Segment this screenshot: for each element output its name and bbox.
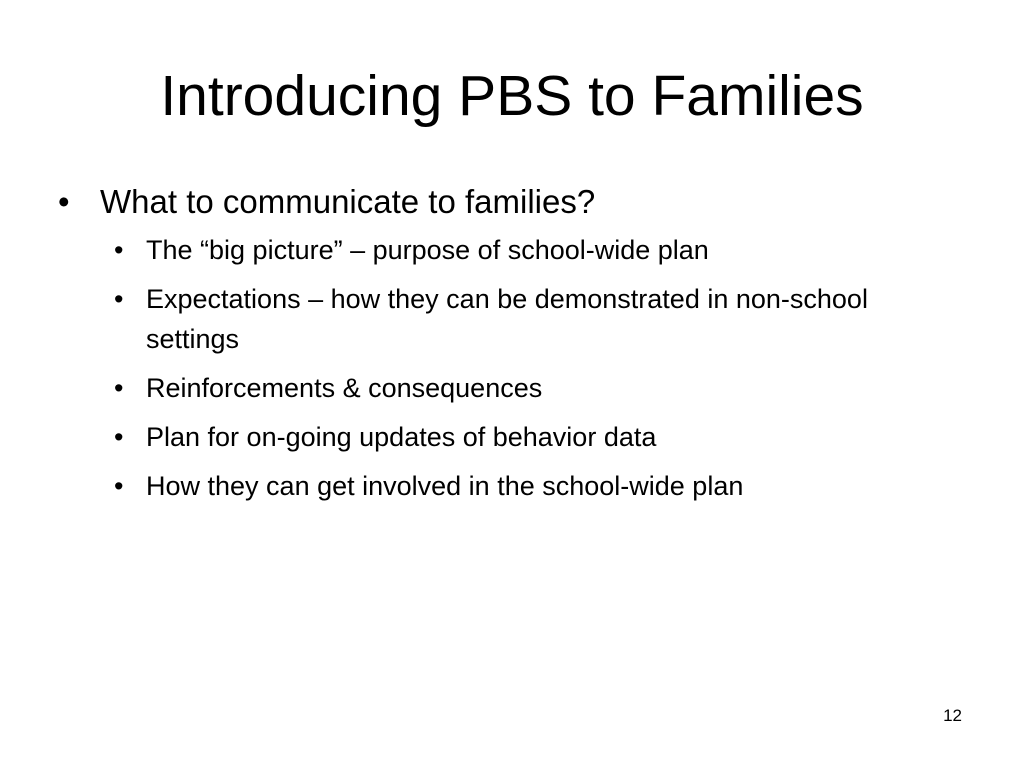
sub-bullet-text: Plan for on-going updates of behavior data xyxy=(146,422,657,452)
bullet-marker: • xyxy=(114,235,124,265)
bullet-marker: • xyxy=(114,422,124,452)
sub-bullet-text: Expectations – how they can be demonstrated in non-school settings xyxy=(146,284,868,354)
bullet-list xyxy=(58,180,968,515)
main-bullet xyxy=(58,180,968,224)
sub-bullet-list xyxy=(100,230,968,506)
sub-bullet-item xyxy=(100,368,968,408)
sub-bullet-item xyxy=(100,230,968,270)
page-number: 12 xyxy=(943,706,962,725)
sub-bullet-text: Reinforcements & consequences xyxy=(146,373,543,403)
bullet-marker: • xyxy=(114,471,124,501)
main-bullet-text: What to communicate to families? xyxy=(100,183,596,220)
bullet-marker: • xyxy=(114,284,124,314)
sub-bullet-text: The “big picture” – purpose of school-wide plan xyxy=(146,235,709,265)
sub-bullet-item xyxy=(100,466,968,506)
sub-bullet-item xyxy=(100,417,968,457)
bullet-marker: • xyxy=(58,183,70,220)
sub-bullet-item xyxy=(100,279,968,359)
slide-title: Introducing PBS to Families xyxy=(160,64,864,128)
sub-bullet-text: How they can get involved in the school-wide plan xyxy=(146,471,744,501)
bullet-marker: • xyxy=(114,373,124,403)
